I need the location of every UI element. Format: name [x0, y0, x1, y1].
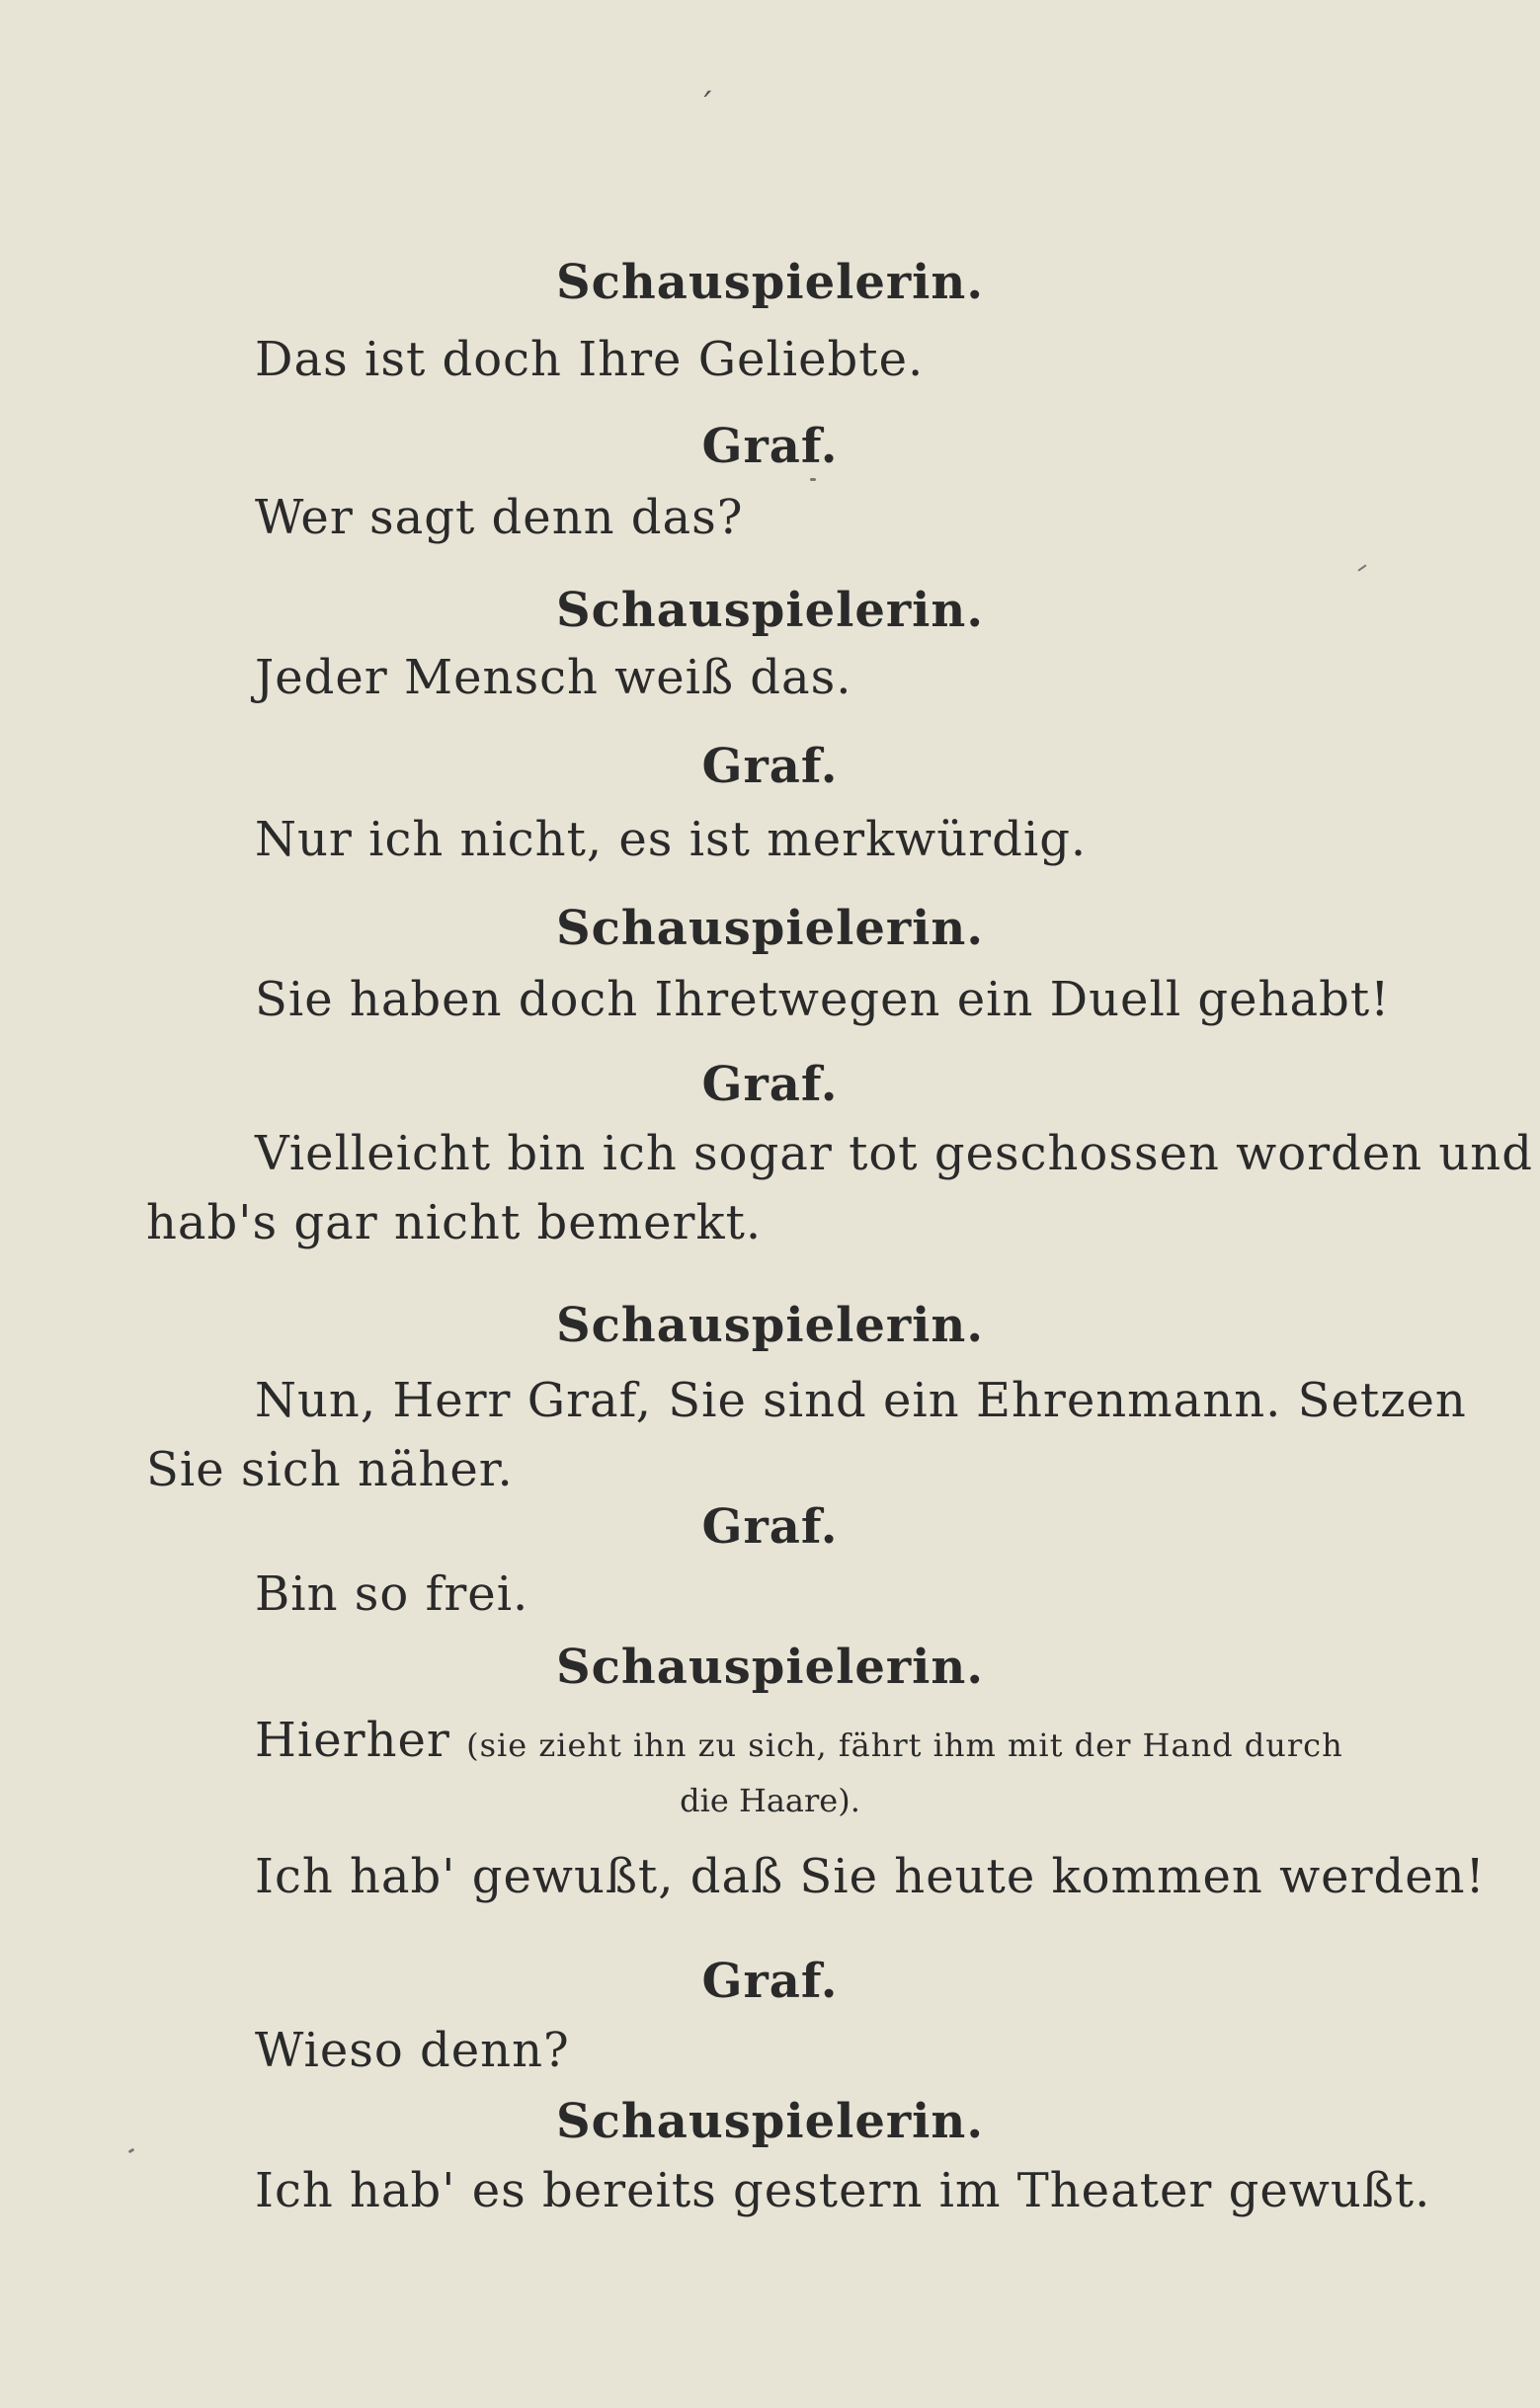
speaker-actress: Schauspielerin. [555, 901, 985, 956]
dialogue-word: Hierher [255, 1713, 450, 1768]
speaker-count: Graf. [701, 419, 839, 474]
stage-direction-continued: die Haare). [680, 1782, 860, 1819]
speaker-actress: Schauspielerin. [555, 583, 985, 638]
speaker-actress: Schauspielerin. [555, 2094, 985, 2149]
speaker-actress: Schauspielerin. [555, 1640, 985, 1695]
dialogue-line: hab's gar nicht bemerkt. [146, 1195, 763, 1250]
paper-speck [810, 478, 816, 481]
speaker-count: Graf. [701, 1499, 839, 1555]
speaker-count: Graf. [701, 1057, 839, 1112]
speaker-actress: Schauspielerin. [555, 255, 985, 310]
dialogue-line: Ich hab' es bereits gestern im Theater gewußt. [255, 2163, 1431, 2218]
dialogue-line: Ich hab' gewußt, daß Sie heute kommen werden! [255, 1849, 1486, 1904]
dialogue-line: Nun, Herr Graf, Sie sind ein Ehrenmann. Setzen [255, 1373, 1467, 1428]
dialogue-line: Wieso denn? [255, 2023, 570, 2078]
dialogue-line: Sie sich näher. [146, 1442, 514, 1497]
dialogue-line: Bin so frei. [255, 1566, 529, 1622]
paper-speck [1357, 564, 1366, 571]
speaker-count: Graf. [701, 739, 839, 794]
dialogue-line: Jeder Mensch weiß das. [255, 650, 852, 705]
page-mark: ´ [697, 87, 714, 126]
dialogue-line: Wer sagt denn das? [255, 490, 744, 545]
stage-direction: (sie zieht ihn zu sich, fährt ihm mit der Hand durch [466, 1726, 1343, 1764]
dialogue-line: Das ist doch Ihre Geliebte. [255, 332, 925, 387]
dialogue-line: Vielleicht bin ich sogar tot geschossen worden und [255, 1126, 1533, 1181]
speaker-count: Graf. [701, 1954, 839, 2009]
dialogue-line: Sie haben doch Ihretwegen ein Duell gehabt! [255, 972, 1391, 1027]
dialogue-line [255, 1713, 1343, 1768]
dialogue-line: Nur ich nicht, es ist merkwürdig. [255, 812, 1088, 867]
speaker-actress: Schauspielerin. [555, 1298, 985, 1353]
